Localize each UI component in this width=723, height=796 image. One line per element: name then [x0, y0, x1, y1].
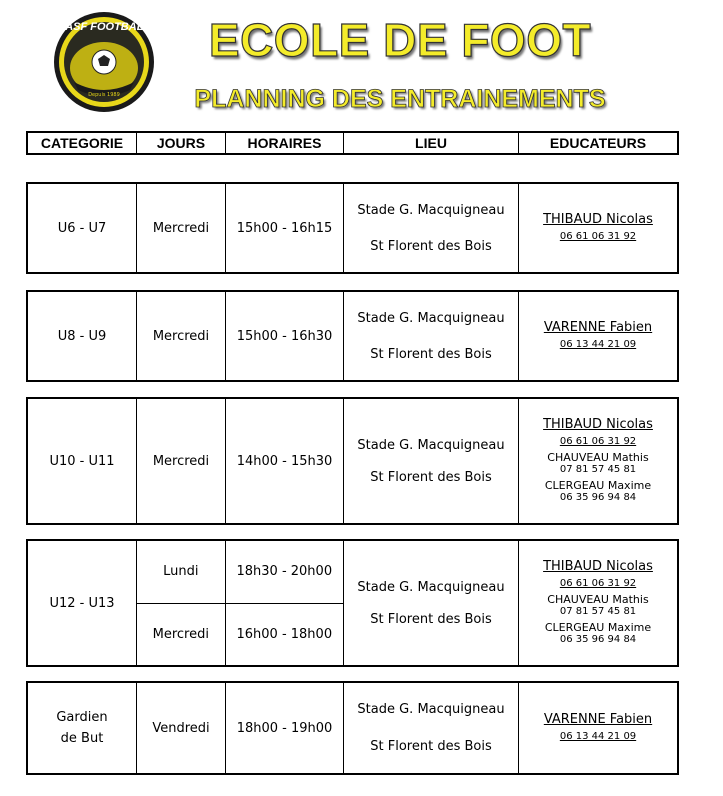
horaire-cell: 14h00 - 15h30 [226, 399, 344, 523]
lieu-stade: Stade G. Macquigneau [357, 437, 505, 453]
educateurs-cell [519, 399, 677, 523]
jour-cell: Mercredi [137, 399, 226, 523]
lieu-ville: St Florent des Bois [370, 611, 492, 627]
educateur-name[interactable]: VARENNE Fabien [543, 320, 653, 335]
educateur-phone: 07 81 57 45 81 [559, 464, 637, 475]
header-horaires: HORAIRES [226, 133, 344, 153]
categorie-cell: U6 - U7 [28, 184, 137, 272]
lieu-cell [344, 184, 519, 272]
categorie-line: Gardien [56, 710, 108, 725]
jour-cell: Mercredi [137, 604, 226, 666]
horaire-cell: 15h00 - 16h15 [226, 184, 344, 272]
educateur-phone[interactable]: 06 61 06 31 92 [559, 231, 637, 242]
educateur-phone[interactable]: 06 13 44 21 09 [559, 339, 637, 350]
categorie-cell [28, 683, 137, 773]
educateur-name: CHAUVEAU Mathis [547, 593, 649, 606]
schedule-row [26, 290, 679, 382]
educateur-name[interactable]: VARENNE Fabien [543, 712, 653, 727]
header-categorie: CATEGORIE [28, 133, 137, 153]
sessions-group [137, 541, 344, 665]
educateur-name[interactable]: THIBAUD Nicolas [543, 559, 653, 574]
lieu-cell [344, 541, 519, 665]
page-title: ECOLE DE FOOT [208, 14, 592, 66]
page-subtitle: PLANNING DES ENTRAINEMENTS [194, 85, 606, 113]
jour-cell: Mercredi [137, 292, 226, 380]
logo-since: Depuis 1989 [88, 92, 120, 98]
educateur-name: CHAUVEAU Mathis [547, 451, 649, 464]
categorie-cell: U10 - U11 [28, 399, 137, 523]
horaire-cell: 16h00 - 18h00 [236, 626, 333, 642]
educateur-phone: 06 35 96 94 84 [559, 492, 637, 503]
session-row [137, 604, 343, 666]
schedule-row [26, 182, 679, 274]
educateur-name: CLERGEAU Maxime [544, 479, 652, 492]
lieu-cell [344, 683, 519, 773]
logo-text: SASF FOOTBALL [57, 21, 151, 33]
horaire-cell: 15h00 - 16h30 [226, 292, 344, 380]
educateurs-cell [519, 292, 677, 380]
educateur-name[interactable]: THIBAUD Nicolas [543, 212, 653, 227]
lieu-ville: St Florent des Bois [370, 238, 492, 254]
header-lieu: LIEU [344, 133, 519, 153]
educateurs-cell [519, 683, 677, 773]
educateurs-cell [519, 541, 677, 665]
lieu-stade: Stade G. Macquigneau [357, 702, 505, 717]
categorie-line: de But [60, 731, 104, 746]
schedule-row [26, 397, 679, 525]
horaire-cell: 18h30 - 20h00 [236, 564, 333, 580]
educateurs-cell [519, 184, 677, 272]
educateur-phone: 07 81 57 45 81 [559, 606, 637, 617]
session-row [137, 541, 343, 604]
lieu-ville: St Florent des Bois [370, 469, 492, 485]
table-header [26, 131, 679, 155]
jour-cell: Lundi [137, 541, 226, 603]
club-logo [52, 10, 156, 114]
lieu-stade: Stade G. Macquigneau [357, 202, 505, 218]
jour-cell: Vendredi [137, 683, 226, 773]
educateur-phone[interactable]: 06 61 06 31 92 [559, 578, 637, 589]
lieu-cell [344, 399, 519, 523]
lieu-cell [344, 292, 519, 380]
schedule-row [26, 681, 679, 775]
educateur-phone[interactable]: 06 61 06 31 92 [559, 436, 637, 447]
lieu-ville: St Florent des Bois [370, 739, 492, 754]
categorie-cell: U12 - U13 [28, 541, 137, 665]
lieu-stade: Stade G. Macquigneau [357, 310, 505, 326]
educateur-name[interactable]: THIBAUD Nicolas [543, 417, 653, 432]
lieu-ville: St Florent des Bois [370, 346, 492, 362]
educateur-phone[interactable]: 06 13 44 21 09 [559, 731, 637, 742]
lieu-stade: Stade G. Macquigneau [357, 579, 505, 595]
header-jours: JOURS [137, 133, 226, 153]
horaire-cell: 18h00 - 19h00 [226, 683, 344, 773]
header-educateurs: EDUCATEURS [549, 135, 647, 151]
schedule-row [26, 539, 679, 667]
jour-cell: Mercredi [137, 184, 226, 272]
educateur-name: CLERGEAU Maxime [544, 621, 652, 634]
educateur-phone: 06 35 96 94 84 [559, 634, 637, 645]
categorie-cell: U8 - U9 [28, 292, 137, 380]
